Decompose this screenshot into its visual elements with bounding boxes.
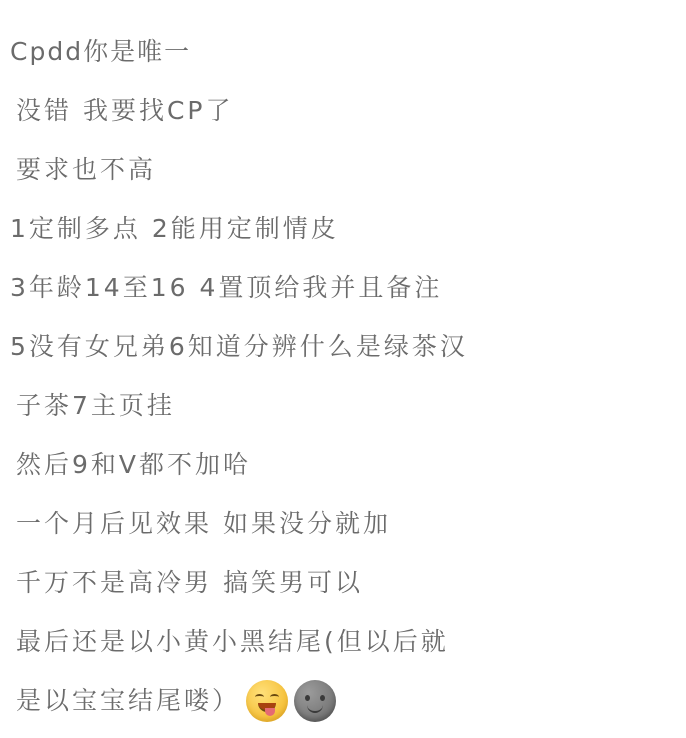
- emoji-tongue: [265, 708, 275, 716]
- emoji-eye-right: [270, 694, 279, 700]
- note-line: 子茶7主页挂: [16, 391, 175, 420]
- emoji-eye-right: [320, 695, 325, 701]
- emoji-eye-left: [255, 694, 264, 700]
- note-line: 5没有女兄弟6知道分辨什么是绿茶汉: [10, 332, 468, 361]
- note-line: 3年龄14至16 4置顶给我并且备注: [10, 273, 443, 302]
- emoji-eye-left: [305, 695, 310, 701]
- note-line: 然后9和V都不加哈: [16, 450, 252, 479]
- new-moon-face-emoji: [294, 680, 336, 722]
- note-line: 没错 我要找CP了: [16, 96, 234, 125]
- note-line: 最后还是以小黄小黑结尾(但以后就: [16, 627, 449, 656]
- emoji-mouth: [307, 704, 323, 713]
- note-line-with-emojis: [10, 671, 676, 730]
- face-savoring-food-emoji: [246, 680, 288, 722]
- note-line: 1定制多点 2能用定制情皮: [10, 214, 339, 243]
- note-line: 千万不是高冷男 搞笑男可以: [16, 568, 363, 597]
- note-line-label: 是以宝宝结尾喽）: [16, 686, 241, 715]
- note-line: 一个月后见效果 如果没分就加: [16, 509, 391, 538]
- note-line: 要求也不高: [16, 155, 157, 184]
- note-line: Cpdd你是唯一: [10, 37, 192, 66]
